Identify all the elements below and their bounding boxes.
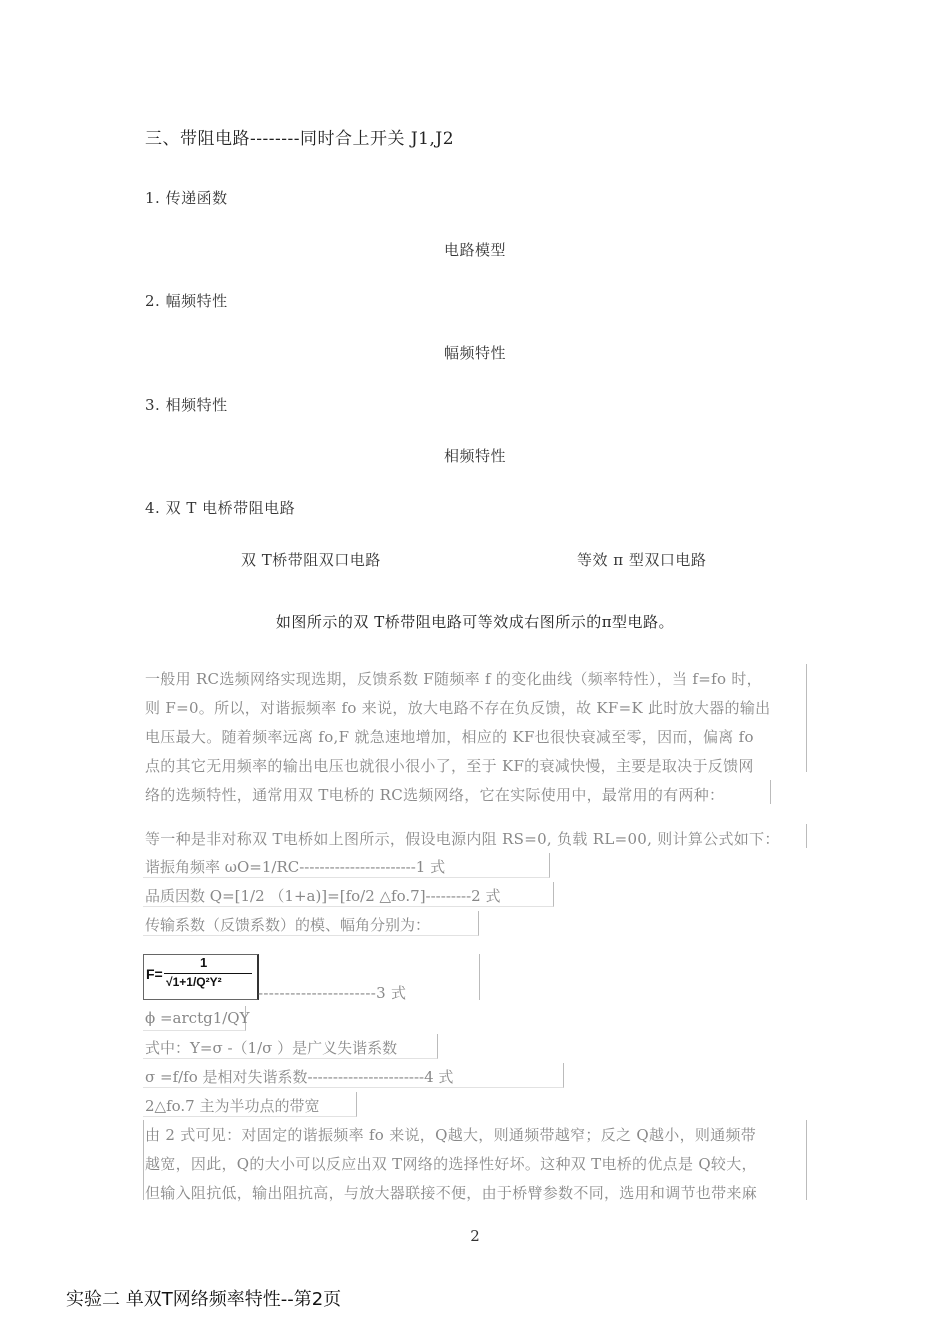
formula-text: 2△fo.7 主为半功点的带宽 (145, 1097, 320, 1115)
section-4-label: 4. 双 T 电桥带阻电路 (145, 499, 296, 517)
formula-denominator: √1+1/Q²Y² (166, 975, 222, 989)
divider (806, 664, 807, 772)
section-2-label: 2. 幅频特性 (145, 292, 228, 310)
formula-image (143, 954, 259, 1000)
detuning-row (143, 1034, 438, 1059)
formula-row-transfer (143, 911, 479, 936)
formula-text: σ =f/fo 是相对失谐系数-----------------------4 式 (145, 1068, 454, 1086)
formula-text: 传输系数（反馈系数）的模、幅角分别为： (145, 916, 431, 934)
section-heading: 三、带阻电路--------同时合上开关 J1,J2 (145, 129, 455, 149)
figure-note: 如图所示的双 T桥带阻电路可等效成右图所示的π型电路。 (275, 613, 675, 631)
paragraph-2-intro: 等一种是非对称双 T电桥如上图所示，假设电源内阻 RS=0, 负载 RL=00, 则计算公式如下： (145, 830, 780, 848)
formula-row-omega (143, 853, 550, 878)
divider (479, 954, 480, 1000)
caption-circuit-model: 电路模型 (443, 241, 506, 259)
fraction-bar (164, 973, 252, 974)
phase-row (143, 1006, 250, 1031)
formula-lhs: F= (146, 966, 163, 982)
figure-caption-right: 等效 π 型双口电路 (577, 551, 707, 569)
paragraph-line: 络的选频特性，通常用双 T电桥的 RC选频网络，它在实际使用中，最常用的有两种： (145, 786, 725, 804)
divider (143, 1120, 144, 1200)
page-number: 2 (470, 1227, 480, 1245)
paragraph-line: 则 F=0。所以，对谐振频率 fo 来说，放大电路不存在负反馈，故 KF=K 此时放大器的输出 (145, 699, 771, 717)
paragraph-line: 点的其它无用频率的输出电压也就很小很小了，至于 KF的衰减快慢，主要是取决于反馈网 (145, 757, 754, 775)
bandwidth-row (143, 1092, 357, 1117)
relative-detuning-row (143, 1063, 564, 1088)
formula-3-tail: ----------------------3 式 (258, 984, 407, 1002)
paragraph-line: 但输入阻抗低，输出阻抗高，与放大器联接不便，由于桥臂参数不同，选用和调节也带来麻 (145, 1184, 758, 1202)
section-1-label: 1. 传递函数 (145, 189, 228, 207)
section-3-label: 3. 相频特性 (145, 396, 228, 414)
paragraph-line: 越宽，因此，Q的大小可以反应出双 T网络的选择性好坏。这种双 T电桥的优点是 Q较大， (145, 1155, 757, 1173)
formula-text: ϕ =arctg1/QY (145, 1009, 250, 1027)
caption-phase: 相频特性 (443, 447, 506, 465)
formula-text: 品质因数 Q=[1/2 （1+a)]=[fo/2 △fo.7]---------2 式 (145, 887, 501, 905)
divider (770, 780, 771, 804)
formula-numerator: 1 (200, 955, 208, 970)
formula-row-quality (143, 882, 554, 907)
formula-text: 式中：Y=σ -（1/σ ）是广义失谐系数 (145, 1039, 398, 1057)
formula-text: 谐振角频率 ωO=1/RC-----------------------1 式 (145, 858, 446, 876)
divider (806, 1120, 807, 1200)
paragraph-line: 电压最大。随着频率远离 fo,F 就急速地增加，相应的 KF也很快衰减至零，因而，偏离 fo (145, 728, 754, 746)
paragraph-line: 一般用 RC选频网络实现选期，反馈系数 F随频率 f 的变化曲线（频率特性），当 f=fo 时， (145, 670, 762, 688)
paragraph-line: 由 2 式可见：对固定的谐振频率 fo 来说，Q越大，则通频带越窄；反之 Q越小，则通频带 (145, 1126, 757, 1144)
divider (806, 824, 807, 848)
figure-caption-left: 双 T桥带阻双口电路 (241, 551, 381, 569)
footer-title: 实验二 单双T网络频率特性--第2页 (66, 1289, 342, 1310)
caption-amplitude: 幅频特性 (443, 344, 506, 362)
